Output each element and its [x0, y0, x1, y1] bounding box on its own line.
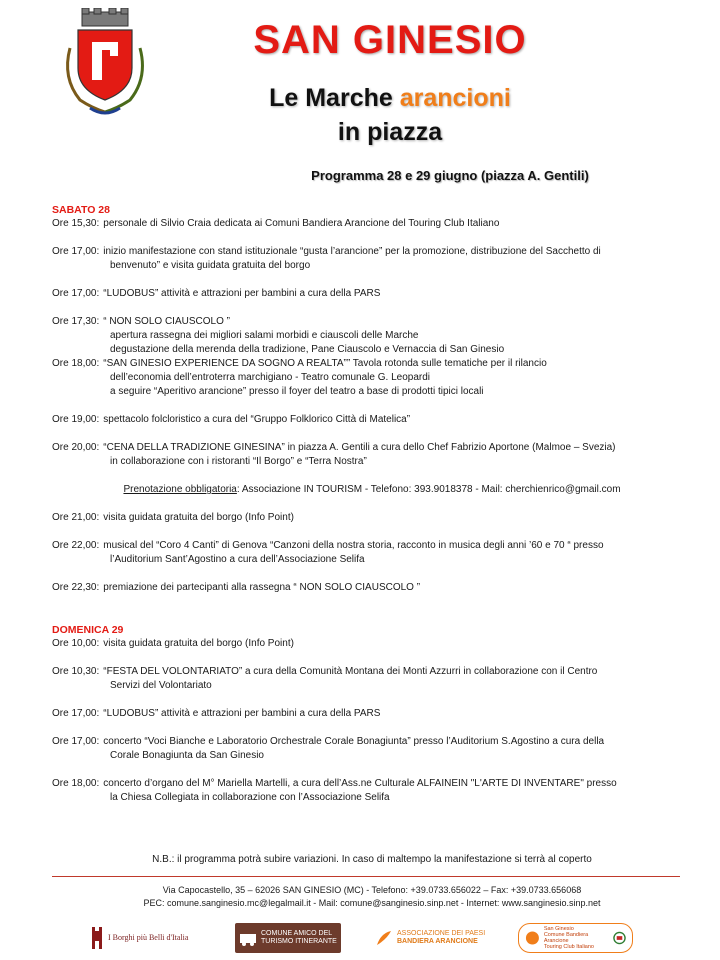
entry-time: Ore 22,00:	[52, 540, 100, 551]
entry-text: personale di Silvio Craia dedicata ai Comuni Bandiera Arancione del Touring Club Italiano	[103, 218, 500, 229]
entry-text: premiazione dei partecipanti alla rassegna “ NON SOLO CIAUSCOLO ”	[103, 582, 421, 593]
entry-time: Ore 20,00:	[52, 442, 100, 453]
entry-text: “CENA DELLA TRADIZIONE GINESINA” in piazza A. Gentili a cura dello Chef Fabrizio Aportone (Malmoe – Svezia)	[103, 442, 616, 453]
entry-text-cont: Servizi del Volontariato	[110, 680, 212, 691]
entry-text: “FESTA DEL VOLONTARIATO” a cura della Comunità Montana dei Monti Azzurri in collaborazione con il Centro	[103, 666, 598, 677]
entry-text: “LUDOBUS” attività e attrazioni per bambini a cura della PARS	[103, 288, 381, 299]
list-item	[52, 441, 692, 455]
entry-text-cont: la Chiesa Collegiata in collaborazione con l’Associazione Selifa	[110, 792, 390, 803]
entry-time: Ore 17,00:	[52, 288, 100, 299]
entry-text: visita guidata gratuita del borgo (Info Point)	[103, 638, 294, 649]
touring-text1: San Ginesio	[543, 926, 574, 932]
entry-time: Ore 17,30:	[52, 316, 100, 327]
entry-time: Ore 15,30:	[52, 218, 100, 229]
coat-of-arms-icon	[60, 8, 150, 120]
footer-note: N.B.: il programma potrà subire variazioni. In caso di maltempo la manifestazione si terrà al coperto	[152, 854, 592, 865]
entry-time: Ore 22,30:	[52, 582, 100, 593]
entry-time: Ore 18,00:	[52, 358, 100, 369]
entry-text-cont: Corale Bonagiunta da San Ginesio	[110, 750, 264, 761]
list-item	[52, 707, 692, 721]
subtitle-line2: in piazza	[337, 118, 443, 146]
footer-address	[52, 884, 692, 910]
list-item	[52, 287, 692, 301]
entry-text: inizio manifestazione con stand istituzionale “gusta l’arancione” per la promozione, distribuzione del Sacchetto di	[103, 246, 601, 257]
entry-text: “SAN GINESIO EXPERIENCE DA SOGNO A REALTA”” Tavola rotonda sulle tematiche per il rilancio	[103, 358, 547, 369]
associazione-text2: BANDIERA ARANCIONE	[397, 938, 478, 945]
entry-text-cont: in collaborazione con i ristoranti “Il Borgo” e “Terra Nostra”	[110, 456, 367, 467]
subtitle-part2: arancioni	[399, 84, 511, 112]
booking-label: Prenotazione obbligatoria	[123, 484, 237, 495]
entry-text-cont: a seguire “Aperitivo arancione” presso il foyer del teatro a base di prodotti tipici locali	[110, 386, 484, 397]
list-item	[52, 735, 692, 749]
entry-time: Ore 19,00:	[52, 414, 100, 425]
touring-text3: Touring Club Italiano	[543, 944, 594, 950]
page-title: SAN GINESIO	[253, 18, 527, 62]
touring-club-logo	[518, 922, 633, 954]
list-item	[52, 245, 692, 259]
list-item	[52, 665, 692, 679]
program-title: Programma 28 e 29 giugno (piazza A. Gentili)	[311, 168, 589, 183]
list-item	[52, 511, 692, 525]
contact-line: PEC: comune.sanginesio.mc@legalmail.it - Mail: comune@sanginesio.sinp.net - Internet: www.sanginesio.sinp.net	[143, 898, 601, 908]
tci-badge-icon	[613, 931, 626, 945]
entry-text-cont: degustazione della merenda della tradizione, Pane Ciauscolo e Vernaccia di San Ginesio	[110, 344, 505, 355]
program-body	[52, 203, 692, 805]
entry-time: Ore 10,30:	[52, 666, 100, 677]
comune-amico-logo	[235, 922, 355, 954]
list-item	[52, 637, 692, 651]
booking-info	[52, 483, 692, 497]
list-item	[52, 581, 692, 595]
touring-text2: Comune Bandiera Arancione	[543, 932, 589, 944]
day-saturday: SABATO 28	[52, 204, 110, 216]
booking-text: : Associazione IN TOURISM - Telefono: 393.9018378 - Mail: cherchienrico@gmail.com	[236, 484, 621, 495]
subtitle-part1: Le Marche	[269, 84, 400, 112]
entry-text-cont: apertura rassegna dei migliori salami morbidi e ciauscoli delle Marche	[110, 330, 419, 341]
list-item	[52, 315, 692, 329]
comune-amico-text1: COMUNE AMICO DEL	[261, 930, 333, 937]
entry-time: Ore 10,00:	[52, 638, 100, 649]
entry-time: Ore 17,00:	[52, 246, 100, 257]
tower-icon	[90, 927, 104, 949]
partner-logos	[80, 922, 680, 956]
entry-text: musical del “Coro 4 Canti” di Genova “Canzoni della nostra storia, racconto in musica degli anni ’60 e 70 “ presso	[103, 540, 604, 551]
list-item	[52, 539, 692, 553]
entry-text-cont: dell’economia dell’entroterra marchigiano - Teatro comunale G. Leopardi	[110, 372, 430, 383]
entry-text: spettacolo folcloristico a cura del “Gruppo Folklorico Città di Matelica”	[103, 414, 411, 425]
orange-sun-icon	[525, 930, 540, 946]
list-item	[52, 413, 692, 427]
camper-icon	[239, 930, 257, 946]
entry-text-cont: benvenuto” e visita guidata gratuita del borgo	[110, 260, 311, 271]
entry-text: concerto “Voci Bianche e Laboratorio Orchestrale Corale Bonagiunta” presso l’Auditorium S.Agostino a cura della	[103, 736, 605, 747]
address-line: Via Capocastello, 35 – 62026 SAN GINESIO (MC) - Telefono: +39.0733.656022 – Fax: +39.0733.656068	[162, 885, 582, 895]
list-item	[52, 357, 692, 371]
borghi-text: I Borghi più Belli d'Italia	[108, 933, 189, 942]
comune-amico-text2: TURISMO ITINERANTE	[261, 938, 337, 945]
entry-time: Ore 17,00:	[52, 708, 100, 719]
entry-text: visita guidata gratuita del borgo (Info Point)	[103, 512, 294, 523]
list-item	[52, 777, 692, 791]
entry-time: Ore 21,00:	[52, 512, 100, 523]
day-sunday: DOMENICA 29	[52, 624, 124, 636]
associazione-text1: ASSOCIAZIONE DEI PAESI	[397, 930, 486, 937]
entry-time: Ore 18,00:	[52, 778, 100, 789]
flag-icon	[375, 929, 393, 947]
entry-time: Ore 17,00:	[52, 736, 100, 747]
entry-text: “LUDOBUS” attività e attrazioni per bambini a cura della PARS	[103, 708, 381, 719]
borghi-logo	[90, 922, 230, 954]
entry-text-cont: l’Auditorium Sant’Agostino a cura dell’Associazione Selifa	[110, 554, 365, 565]
entry-text: “ NON SOLO CIAUSCOLO ”	[103, 316, 230, 327]
entry-text: concerto d’organo del M° Mariella Martelli, a cura dell’Ass.ne Culturale ALFAINEIN "L'ARTE DI INVENTARE" presso	[103, 778, 617, 789]
subtitle-line1	[160, 84, 620, 113]
bandiera-arancione-logo	[375, 922, 495, 954]
list-item	[52, 217, 692, 231]
footer-divider	[52, 876, 680, 877]
